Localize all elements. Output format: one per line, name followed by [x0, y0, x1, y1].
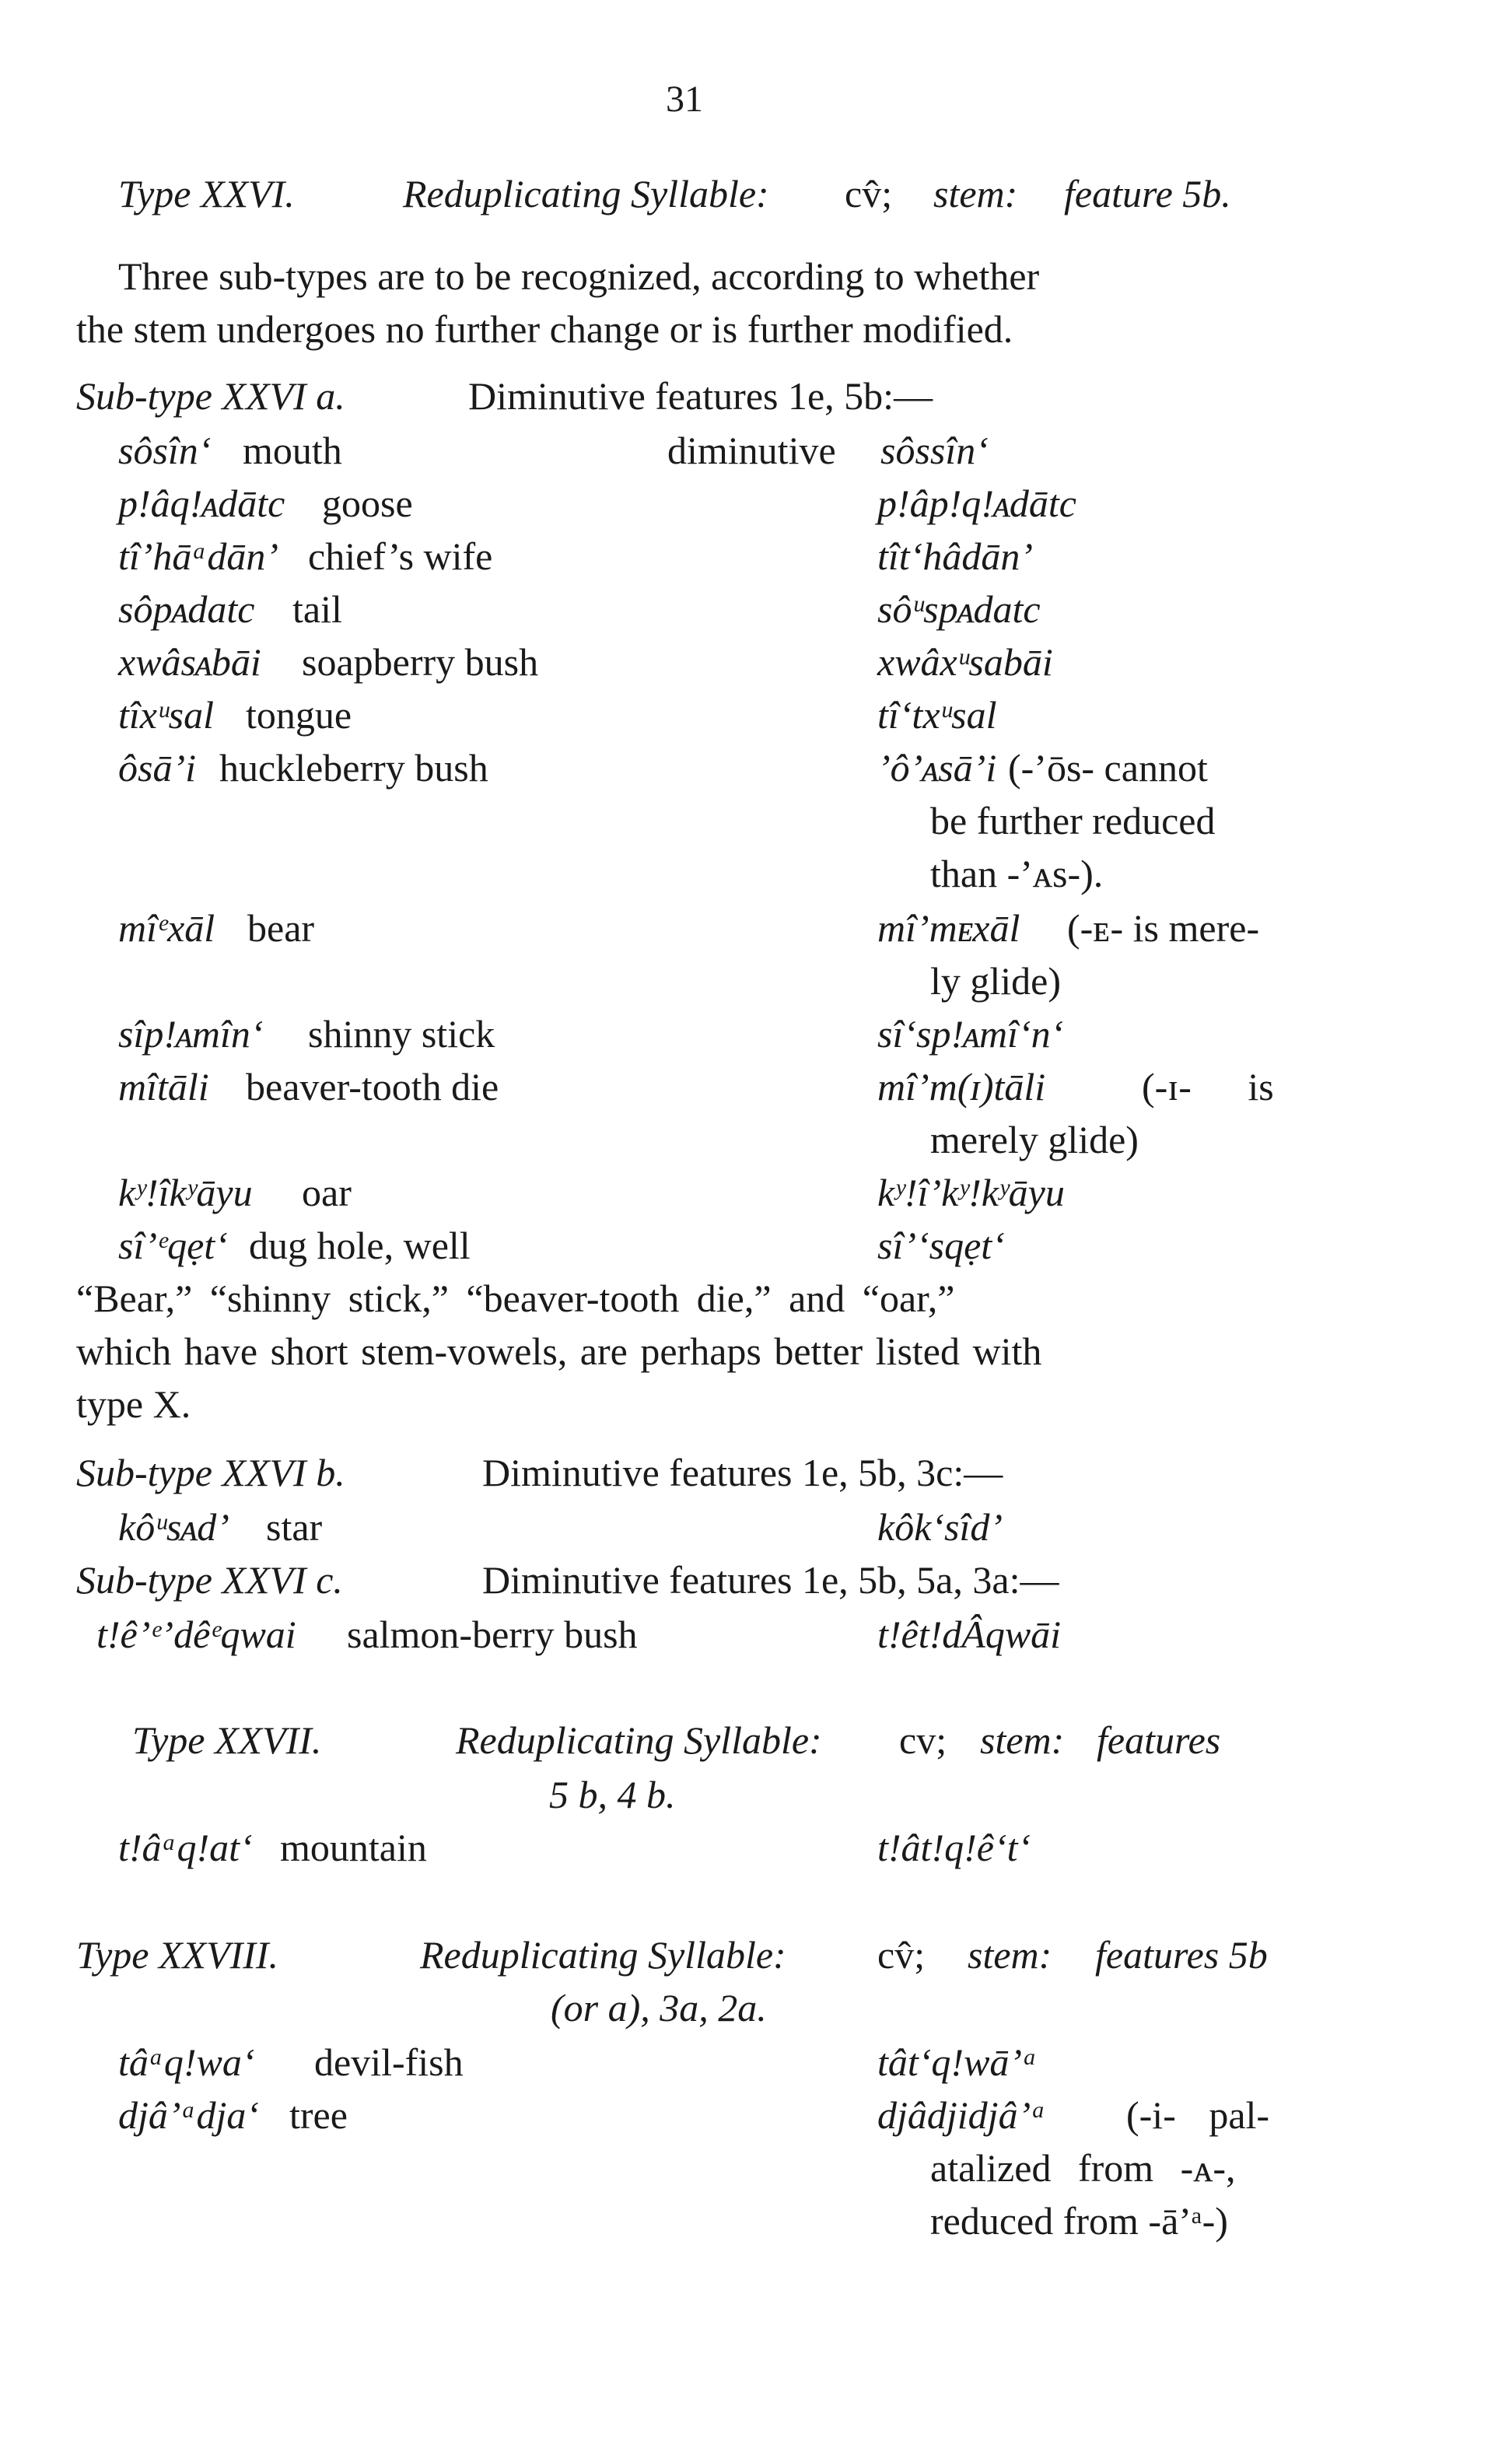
gloss: beaver-tooth die — [246, 1065, 499, 1108]
note-line: (-ɪ- is — [1142, 1065, 1274, 1108]
word: sôpᴀdatc — [118, 587, 255, 631]
word: kʸ!îkʸāyu — [118, 1171, 253, 1214]
gloss: salmon-berry bush — [347, 1613, 638, 1656]
subtype-c-features: Diminutive features 1e, 5b, 5a, 3a:— — [482, 1558, 1059, 1602]
stem-value: feature 5b. — [1064, 172, 1231, 215]
subtype-b-features: Diminutive features 1e, 5b, 3c:— — [482, 1451, 1003, 1494]
note-line: ly glide) — [930, 959, 1062, 1003]
subtype-a-features: Diminutive features 1e, 5b:— — [468, 374, 933, 418]
subtype-c-label: Sub-type XXVI c. — [76, 1558, 343, 1602]
word: tî’hāᵃdān’ — [118, 534, 279, 578]
word: xwâsᴀbāi — [118, 640, 261, 684]
diminutive-form: kʸ!î’kʸ!kʸāyu — [877, 1171, 1065, 1214]
comment-line-2: which have short stem-vowels, are perhaps better listed with — [76, 1329, 1042, 1373]
note-line: be further reduced — [930, 799, 1216, 842]
word: tîxᵘsal — [118, 693, 214, 737]
gloss: devil-fish — [314, 2040, 464, 2084]
word: sî’ᵉqẹt‘ — [118, 1224, 228, 1267]
rs-value: cv̂; — [877, 1933, 926, 1977]
rs-value: cv; — [899, 1718, 947, 1762]
diminutive-form: sôssîn‘ — [880, 429, 989, 472]
note-line: (-’ōs- cannot — [1008, 746, 1208, 790]
diminutive-form: xwâxᵘsabāi — [877, 640, 1053, 684]
note-line: (-i- pal- — [1126, 2093, 1270, 2137]
diminutive-form: tî‘txᵘsal — [877, 693, 997, 737]
stem-value-cont: 5 b, 4 b. — [549, 1773, 676, 1816]
diminutive-form: t!ât!q!ê‘t‘ — [877, 1826, 1031, 1869]
subtype-a-label: Sub-type XXVI a. — [76, 374, 345, 418]
stem-value: features — [1097, 1718, 1221, 1762]
diminutive-form: kôk‘sîd’ — [877, 1505, 1003, 1549]
gloss: goose — [322, 482, 413, 525]
rs-value: cv̂; — [845, 172, 893, 215]
word: p!âq!ᴀdātc — [118, 482, 285, 525]
diminutive-form: mî’m(ɪ)tāli — [877, 1065, 1046, 1108]
note-line: than -’ᴀs-). — [930, 852, 1104, 895]
type-label: Type XXVI. — [118, 172, 295, 215]
word: sôsîn‘ — [118, 429, 212, 472]
diminutive-form: mî’mᴇxāl — [877, 906, 1020, 950]
diminutive-form: sôᵘspᴀdatc — [877, 587, 1041, 631]
stem-label: stem: — [933, 172, 1018, 215]
word: mîtāli — [118, 1065, 209, 1108]
intro-line-2: the stem undergoes no further change or is further modified. — [76, 307, 1013, 351]
gloss: soapberry bush — [302, 640, 539, 684]
stem-label: stem: — [980, 1718, 1065, 1762]
type-label: Type XXVII. — [132, 1718, 322, 1762]
note-line: atalized from -ᴀ-, — [930, 2146, 1236, 2190]
rs-label: Reduplicating Syllable: — [420, 1933, 786, 1977]
intro-line-1: Three sub-types are to be recognized, according to whether — [118, 254, 1040, 298]
rs-label: Reduplicating Syllable: — [403, 172, 769, 215]
gloss: chief’s wife — [308, 534, 493, 578]
subtype-b-label: Sub-type XXVI b. — [76, 1451, 345, 1494]
diminutive-form: tît‘hâdān’ — [877, 534, 1033, 578]
word: tâᵃq!wa‘ — [118, 2040, 255, 2084]
rs-label: Reduplicating Syllable: — [456, 1718, 822, 1762]
stem-label: stem: — [968, 1933, 1052, 1977]
gloss: shinny stick — [308, 1012, 495, 1056]
word: t!âᵃq!at‘ — [118, 1826, 253, 1869]
word: t!ê’ᵉ’dêᵉqwai — [96, 1613, 296, 1656]
diminutive-form: djâdjidjâ’ᵃ — [877, 2093, 1047, 2137]
stem-value-cont: (or a), 3a, 2a. — [551, 1986, 767, 2029]
gloss: tree — [289, 2093, 348, 2137]
gloss: oar — [302, 1171, 352, 1214]
diminutive-form: t!êt!dÂqwāi — [877, 1613, 1062, 1656]
word: kôᵘsᴀd’ — [118, 1505, 229, 1549]
stem-value: features 5b — [1095, 1933, 1268, 1977]
note-line: reduced from -ā’ᵃ-) — [930, 2199, 1228, 2243]
diminutive-label: diminutive — [667, 429, 836, 472]
gloss: mountain — [280, 1826, 427, 1869]
word: mîᵉxāl — [118, 906, 215, 950]
word: djâ’ᵃdja‘ — [118, 2093, 260, 2137]
gloss: tail — [292, 587, 342, 631]
gloss: mouth — [243, 429, 342, 472]
gloss: huckleberry bush — [219, 746, 488, 790]
note-line: merely glide) — [930, 1118, 1139, 1161]
comment-line-3: type X. — [76, 1382, 191, 1426]
word: sîp!ᴀmîn‘ — [118, 1012, 264, 1056]
note-line: (-ᴇ- is mere- — [1067, 906, 1260, 950]
diminutive-form: sî’‘sqẹt‘ — [877, 1224, 1005, 1267]
gloss: tongue — [246, 693, 352, 737]
diminutive-form: ’ô’ᴀsā’i — [877, 746, 997, 790]
comment-line-1: “Bear,” “shinny stick,” “beaver-tooth die,” and “oar,” — [76, 1277, 955, 1320]
diminutive-form: sî‘sp!ᴀmî‘n‘ — [877, 1012, 1064, 1056]
word: ôsā’i — [118, 746, 196, 790]
page-number: 31 — [666, 79, 703, 120]
gloss: dug hole, well — [249, 1224, 471, 1267]
gloss: star — [266, 1505, 323, 1549]
gloss: bear — [247, 906, 315, 950]
diminutive-form: tât‘q!wā’ᵃ — [877, 2040, 1038, 2084]
type-label: Type XXVIII. — [76, 1933, 279, 1977]
diminutive-form: p!âp!q!ᴀdātc — [877, 482, 1076, 525]
